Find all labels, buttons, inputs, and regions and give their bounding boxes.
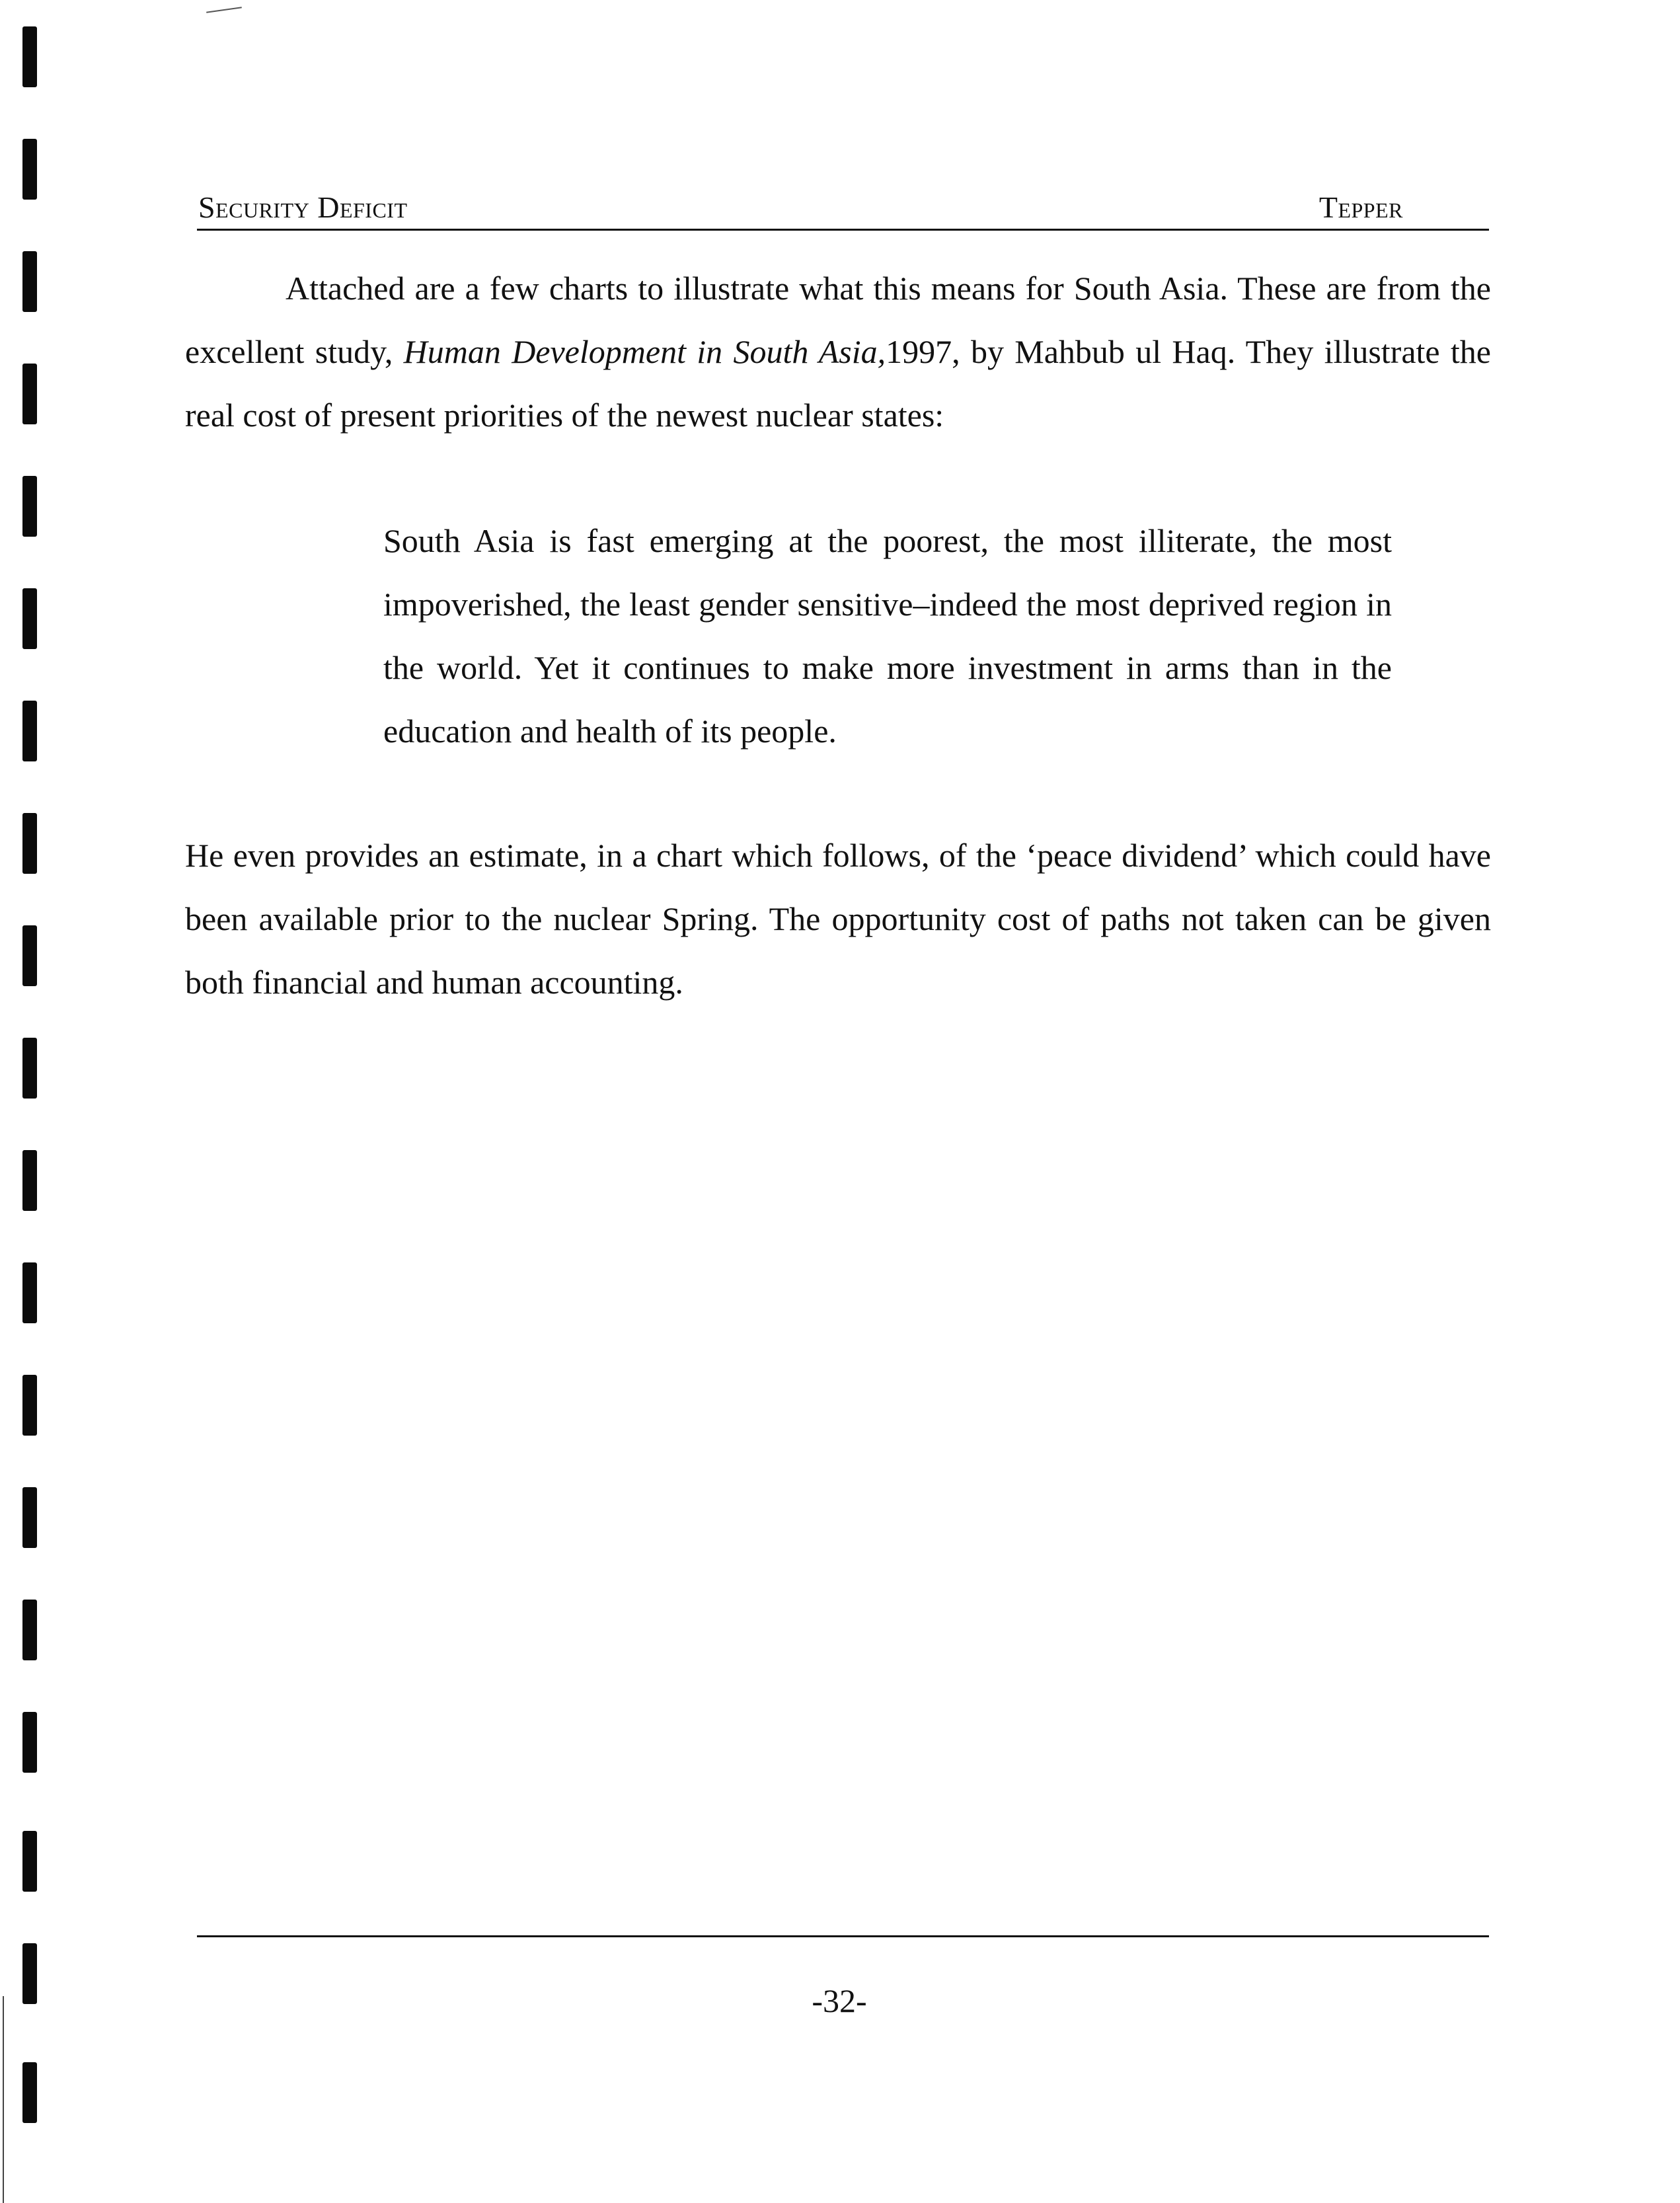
header-title: Security Deficit bbox=[198, 190, 408, 224]
binder-punch-mark bbox=[22, 1038, 37, 1099]
binder-punch-mark bbox=[22, 813, 37, 874]
binder-punch-mark bbox=[22, 588, 37, 649]
paragraph-1-text-end: 1997, by Mahbub ul Haq. They illustrate the real cost of present priorities of the newest nuclear states: bbox=[185, 333, 1492, 434]
body-paragraph-1 bbox=[185, 256, 1491, 447]
binder-punch-mark bbox=[22, 139, 37, 200]
binder-punch-mark bbox=[22, 2062, 37, 2123]
binder-punch-mark bbox=[22, 701, 37, 761]
binder-punch-mark bbox=[22, 1712, 37, 1773]
binder-punch-mark bbox=[22, 1600, 37, 1660]
study-title: Human Development in South Asia, bbox=[403, 333, 886, 370]
page-number: -32- bbox=[812, 1982, 867, 2019]
body-paragraph-2: He even provides an estimate, in a chart which follows, of the ‘peace dividend’ which could have been available prior to the nuclear Spring. The opportunity cost of paths not taken can be given both financial and human accounting. bbox=[185, 837, 1491, 1001]
binder-punch-marks bbox=[0, 0, 53, 2203]
footer-rule bbox=[197, 1935, 1489, 1937]
binder-punch-mark bbox=[22, 251, 37, 312]
binder-punch-mark bbox=[22, 1262, 37, 1323]
header-author: Tepper bbox=[1318, 190, 1403, 224]
scan-mark bbox=[206, 7, 242, 13]
block-quote: South Asia is fast emerging at the poorest, the most illiterate, the most impoverished, the least gender sensitive–indeed the most deprived region in the world. Yet it continues to make more investment in arms than in the education and health of its people. bbox=[383, 522, 1392, 750]
binder-punch-mark bbox=[22, 1150, 37, 1211]
binder-punch-mark bbox=[22, 1487, 37, 1548]
paragraph-1-text-start: Attached are a few charts to illustrate what this means for South Asia. These are from the excellent study, bbox=[185, 270, 1491, 370]
binder-punch-mark bbox=[22, 925, 37, 986]
scan-edge-line bbox=[3, 1996, 4, 2203]
binder-punch-mark bbox=[22, 26, 37, 87]
binder-punch-mark bbox=[22, 364, 37, 424]
binder-punch-mark bbox=[22, 1831, 37, 1892]
running-header bbox=[197, 186, 1489, 231]
binder-punch-mark bbox=[22, 1943, 37, 2004]
binder-punch-mark bbox=[22, 476, 37, 537]
binder-punch-mark bbox=[22, 1375, 37, 1436]
